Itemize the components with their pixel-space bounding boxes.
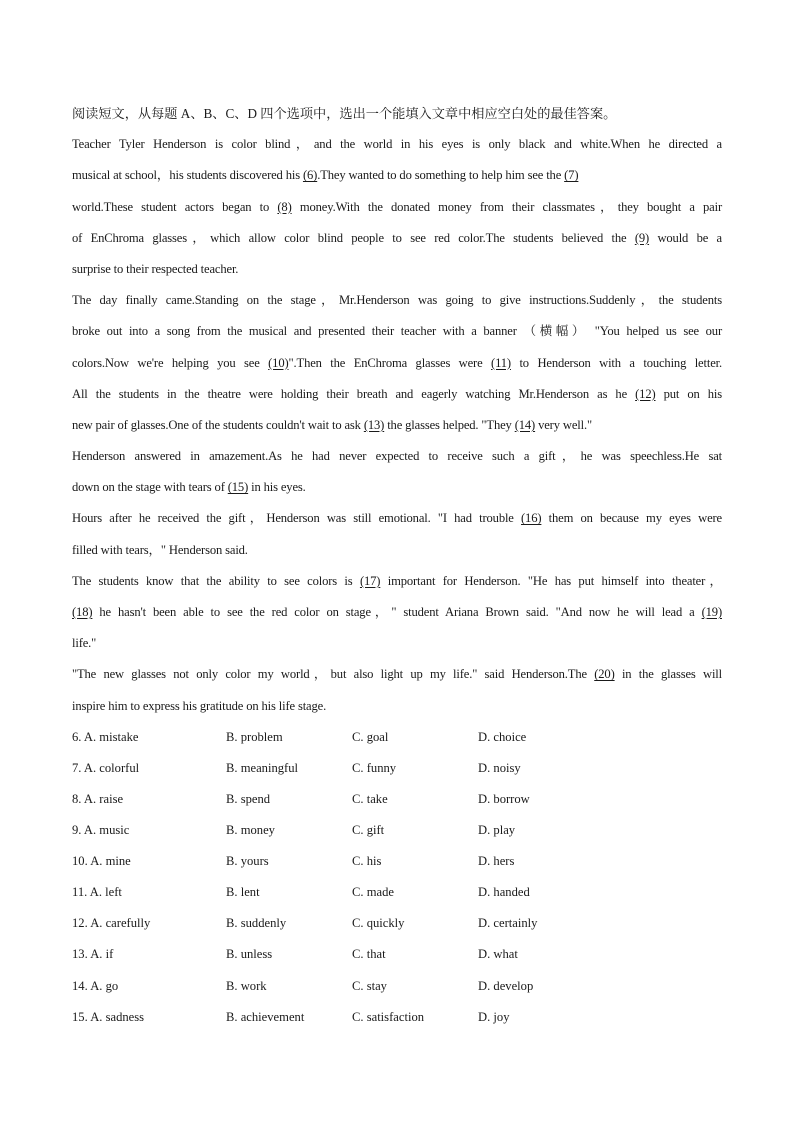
option-d: D. borrow [478,791,530,806]
option-c: C. that [352,947,386,962]
option-b: B. suddenly [226,916,287,931]
question-row [72,877,722,908]
blank-marker: (11) [491,355,511,370]
question-row [72,784,722,815]
passage-text: musical at school，his students discovered his [72,168,303,183]
option-a: 10. A. mine [72,854,131,869]
passage-text: world.These student actors began to [72,199,278,214]
option-a: 14. A. go [72,978,119,993]
passage-text: "The new glasses not only color my world，but also light up my life." said Henderson.The [72,667,595,682]
passage-text: Henderson answered in amazement.As he had never expected to receive such a gift，he was speechless.He sat [72,449,722,464]
passage-text: The day finally came.Standing on the stage，Mr.Henderson was going to give instructions.Suddenly，the students [72,293,722,308]
passage-line [72,535,722,566]
passage-line [72,254,722,285]
question-row [72,971,722,1002]
option-b: B. achievement [226,1009,305,1024]
question-row [72,939,722,970]
passage-text: them on because my eyes were [541,511,722,526]
passage-line [72,691,722,722]
passage-line [72,410,722,441]
question-row [72,1002,722,1033]
option-b: B. lent [226,885,260,900]
option-c: C. satisfaction [352,1009,425,1024]
passage-line [72,379,722,410]
option-d: D. what [478,947,518,962]
option-b: B. spend [226,791,271,806]
passage-text: in the glasses will [614,667,722,682]
option-d: D. noisy [478,760,521,775]
question-row [72,722,722,753]
option-b: B. problem [226,729,283,744]
passage-line [72,285,722,316]
passage-text: would be a [649,230,722,245]
option-c: C. gift [352,823,385,838]
option-a: 11. A. left [72,885,122,900]
question-row [72,908,722,939]
passage-text: .They wanted to do something to help him see the [317,168,565,183]
option-c: C. stay [352,978,387,993]
worksheet-page [72,98,722,1033]
blank-marker: (10) [268,355,289,370]
blank-marker: (12) [635,386,656,401]
passage-text: The students know that the ability to see colors is [72,573,360,588]
option-c: C. quickly [352,916,405,931]
option-c: C. take [352,791,388,806]
option-d: D. joy [478,1009,510,1024]
passage-line [72,628,722,659]
option-c: C. made [352,885,394,900]
passage-line [72,348,722,379]
passage-text: filled with tears，" Henderson said. [72,542,248,557]
option-c: C. funny [352,760,397,775]
passage-text: colors.Now we're helping you see [72,355,269,370]
passage-line [72,223,722,254]
passage-text: All the students in the theatre were holding their breath and eagerly watching Mr.Henderson as he [72,386,636,401]
option-a: 7. A. colorful [72,760,140,775]
blank-marker: (16) [521,511,542,526]
passage-text: broke out into a song from the musical and presented their teacher with a banner （横幅） "You helped us see our [72,324,722,339]
option-c: C. goal [352,729,389,744]
option-a: 13. A. if [72,947,114,962]
option-a: 6. A. mistake [72,729,139,744]
blank-marker: (17) [359,573,381,588]
blank-marker: (20) [594,667,615,682]
option-d: D. play [478,823,516,838]
passage-line [72,441,722,472]
option-a: 12. A. carefully [72,916,151,931]
passage-text: important for Henderson. "He has put himself into theater， [380,573,722,588]
option-c: C. his [352,854,382,869]
instruction-text: 阅读短文，从每题 A、B、C、D 四个选项中，选出一个能填入文章中相应空白处的最佳答案。 [72,106,617,121]
blank-marker: (15) [227,480,249,495]
passage-text: life." [72,636,97,651]
passage-line [72,472,722,503]
blank-marker: (14) [514,417,536,432]
passage-line [72,160,722,191]
passage-text: very well." [535,417,592,432]
passage-text: inspire him to express his gratitude on his life stage. [72,698,327,713]
option-b: B. yours [226,854,269,869]
passage-line [72,659,722,690]
option-b: B. meaningful [226,760,299,775]
passage [72,129,722,722]
option-d: D. certainly [478,916,538,931]
passage-text: ".Then the EnChroma glasses were [288,355,492,370]
option-d: D. choice [478,729,527,744]
passage-text: of EnChroma glasses，which allow color blind people to see red color.The students believed the [72,230,635,245]
blank-marker: (19) [701,605,722,619]
blank-marker: (6) [302,168,318,183]
question-row [72,753,722,784]
passage-text: he hasn't been able to see the red color on stage，" student Ariana Brown said. "And now he will lead a [92,605,702,619]
question-row [72,815,722,846]
option-a: 9. A. music [72,823,130,838]
question-options [72,722,722,1033]
blank-marker: (9) [634,230,650,245]
passage-line [72,566,722,597]
question-row [72,846,722,877]
option-d: D. develop [478,978,534,993]
passage-text: Hours after he received the gift，Henderson was still emotional. "I had trouble [72,511,521,526]
passage-text: down on the stage with tears of [72,480,228,495]
passage-line [72,129,722,160]
passage-line [72,597,722,628]
passage-line [72,316,722,347]
passage-line [72,192,722,223]
passage-text: new pair of glasses.One of the students couldn't wait to ask [72,417,364,432]
blank-marker: (18) [72,605,93,619]
option-d: D. handed [478,885,530,900]
blank-marker: (13) [363,417,385,432]
blank-marker: (8) [277,199,292,214]
passage-text: to Henderson with a touching letter. [510,355,722,370]
blank-marker: (7) [564,168,579,183]
option-d: D. hers [478,854,515,869]
option-a: 15. A. sadness [72,1009,145,1024]
passage-text: Teacher Tyler Henderson is color blind，and the world in his eyes is only black and white.When he directed a [72,137,722,152]
passage-text: in his eyes. [248,480,306,495]
option-b: B. work [226,978,267,993]
passage-line [72,503,722,534]
passage-text: money.With the donated money from their classmates，they bought a pair [291,199,722,214]
passage-text: surprise to their respected teacher. [72,261,239,276]
option-a: 8. A. raise [72,791,124,806]
option-b: B. unless [226,947,273,962]
option-b: B. money [226,823,275,838]
passage-text: put on his [655,386,722,401]
passage-text: the glasses helped. "They [384,417,515,432]
